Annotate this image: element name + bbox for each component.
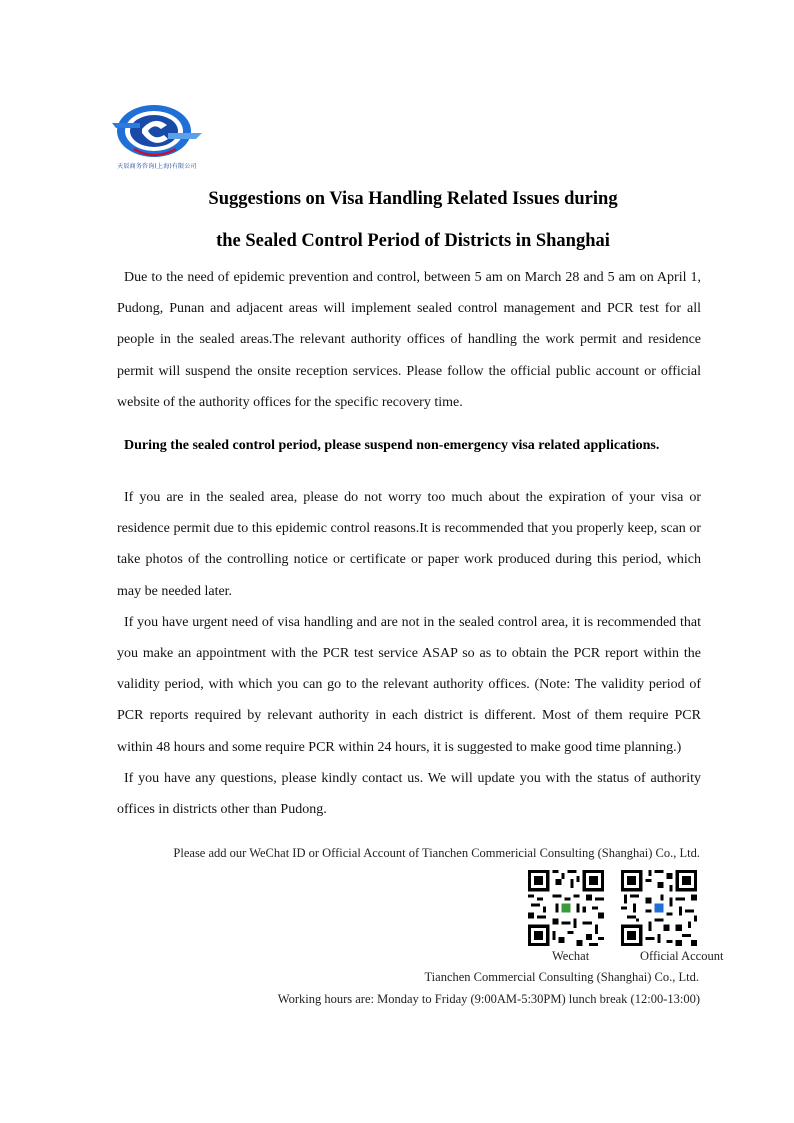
wechat-qr-code[interactable] [528, 870, 604, 946]
document-title-line-1: Suggestions on Visa Handling Related Issues during [208, 189, 618, 209]
intro-text: Due to the need of epidemic prevention and control, between 5 am on March 28 and 5 am on April 1, Pudong, Punan and adjacent areas will implement sealed control management and PCR test for all people in the sealed areas.The relevant authority offices of handling the work permit and residence permit will suspend the onsite reception services. Please follow the official public account or official website of the authority offices for the specific recovery time. [117, 270, 701, 410]
logo-caption: 天辰商务咨询(上海)有限公司 [117, 163, 197, 170]
working-hours: Working hours are: Monday to Friday (9:00AM-5:30PM) lunch break (12:00-13:00) [277, 992, 700, 1006]
company-logo [104, 103, 210, 173]
intro-paragraph [117, 262, 701, 418]
advice-paragraph-3: If you have any questions, please kindly contact us. We will update you with the status of authority offices in districts other than Pudong. [117, 770, 701, 818]
contact-instruction: Please add our WeChat ID or Official Account of Tianchen Commericial Consulting (Shanghai) Co., Ltd. [173, 846, 700, 860]
qr-code-icon [528, 870, 604, 946]
highlight-notice: During the sealed control period, please suspend non-emergency visa related applications. [124, 438, 660, 453]
advice-paragraph-1: If you are in the sealed area, please do not worry too much about the expiration of your visa or residence permit due to this epidemic control reasons.It is recommended that you properly keep, scan or take photos of the controlling notice or certificate or paper work produced during this period, which may be needed later. [117, 490, 701, 599]
advice-section [117, 482, 701, 825]
advice-paragraph-2: If you have urgent need of visa handling and are not in the sealed control area, it is recommended that you make an appointment with the PCR test service ASAP so as to obtain the PCR report within the validity period, with which you can go to the relevant authority offices. (Note: The validity period of PCR reports required by relevant authority in each district is different. Most of them require PCR within 48 hours and some require PCR within 24 hours, it is suggested to make good time planning.) [117, 614, 701, 755]
official-account-qr-code[interactable] [621, 870, 697, 946]
wechat-label: Wechat [552, 949, 590, 963]
qr-code-icon [621, 870, 697, 946]
company-name: Tianchen Commercial Consulting (Shanghai) Co., Ltd. [424, 970, 699, 984]
official-account-label: Official Account [640, 949, 724, 963]
document-title-line-2: the Sealed Control Period of Districts in Shanghai [216, 231, 610, 251]
logo-emblem-icon [104, 103, 210, 161]
